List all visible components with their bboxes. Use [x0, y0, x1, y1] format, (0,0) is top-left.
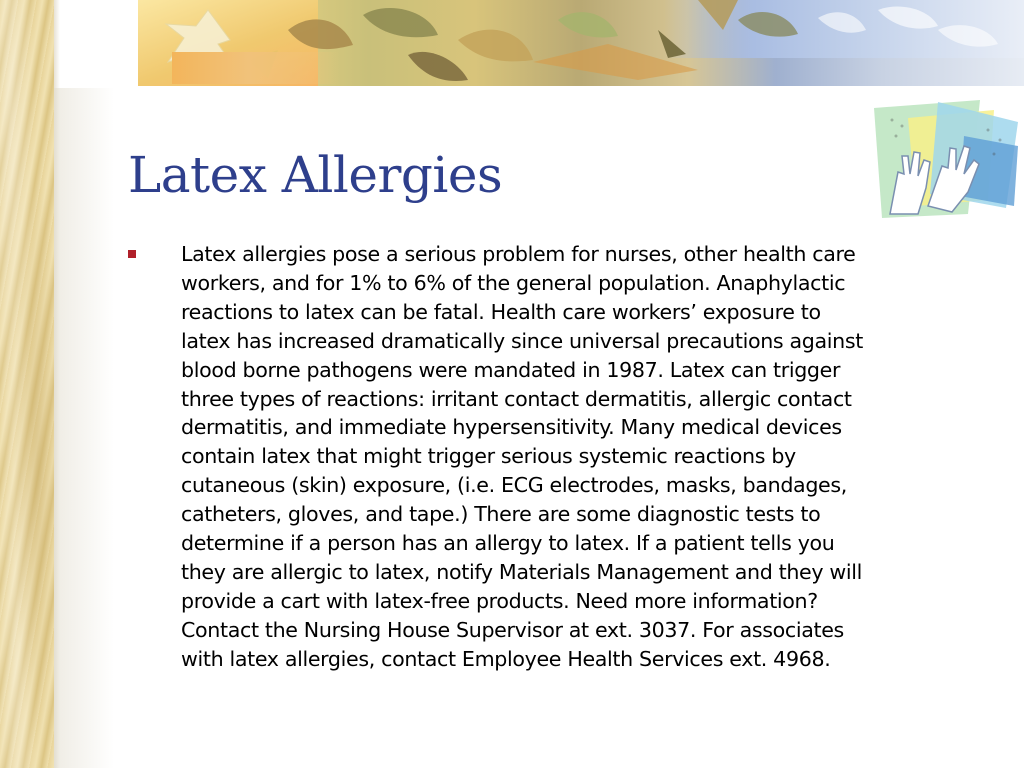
banner-ledge: [172, 52, 932, 84]
square-bullet-icon: [128, 250, 136, 258]
parchment-strip: [0, 0, 54, 768]
bullet-item: [128, 240, 990, 674]
page-shadow: [54, 88, 114, 768]
bullet-text: Latex allergies pose a serious problem for nurses, other health care workers, and for 1% to 6% of the general population. Anaphylactic reactions to latex can be fatal. Health care workers’ exposure to latex has increased dramatically since universal precautions against blood borne pathogens were mandated in 1987. Latex can trigger three types of reactions: irritant contact dermatitis, allergic contact dermatitis, and immediate hypersensitivity. Many medical devices contain latex that might trigger serious systemic reactions by cutaneous (skin) exposure, (i.e. ECG electrodes, masks, bandages, catheters, gloves, and tape.) There are some diagnostic tests to determine if a person has an allergy to latex. If a patient tells you they are allergic to latex, notify Materials Management and they will provide a cart with latex-free products. Need more information? Contact the Nursing House Supervisor at ext. 3037. For associates with latex allergies, contact Employee Health Services ext. 4968.: [181, 242, 863, 671]
banner-collage: [138, 0, 1024, 86]
slide-title: Latex Allergies: [128, 146, 503, 204]
hands-icon: [868, 96, 1024, 228]
